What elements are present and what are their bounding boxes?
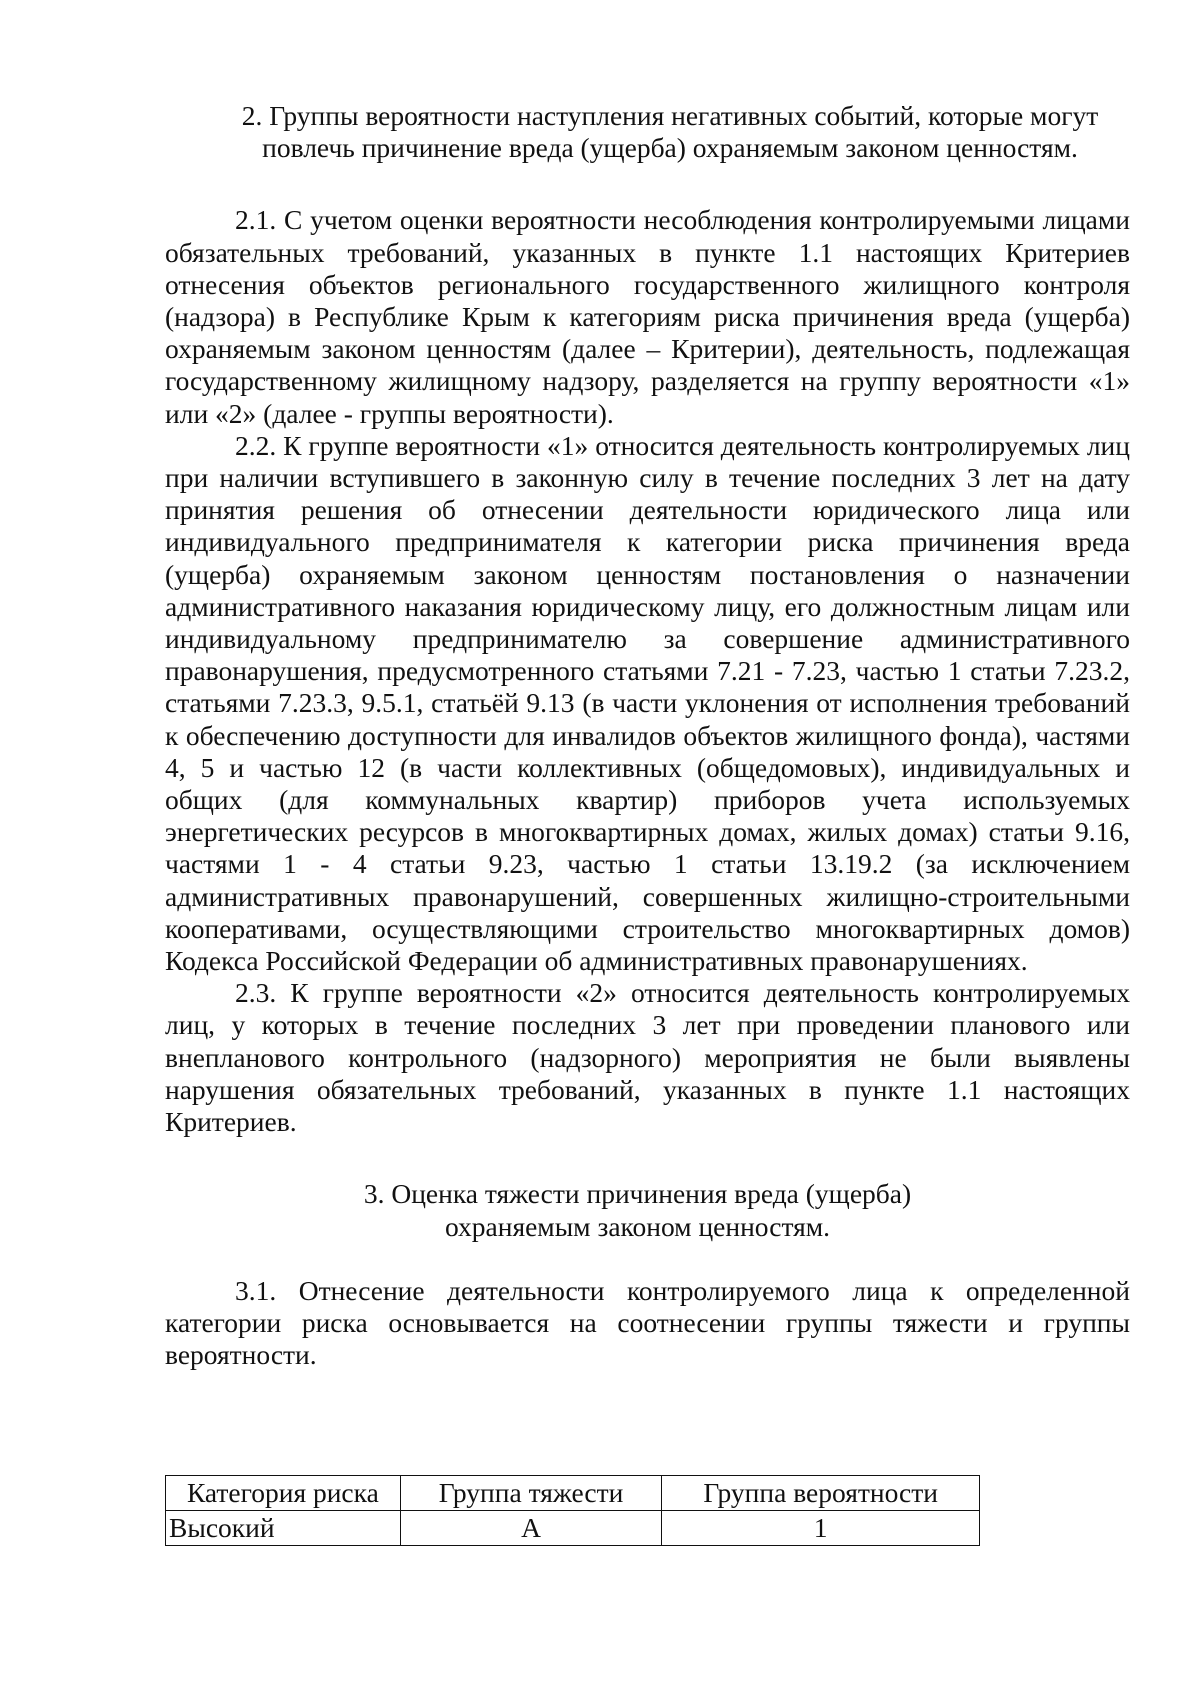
cell-risk-category: Высокий [166,1511,401,1546]
document-page [165,100,1130,1371]
paragraph-3-1: 3.1. Отнесение деятельности контролируемого лица к определенной категории риска основывается на соотнесении группы тяжести и группы вероятности. [165,1274,1130,1371]
paragraph-2-3: 2.3. К группе вероятности «2» относится деятельность контролируемых лиц, у которых в течение последних 3 лет при проведении планового или внепланового контрольного (надзорного) мероприятия не были выявлены нарушения обязательных требований, указанных в пункте 1.1 настоящих Критериев. [165,977,1130,1138]
risk-category-table [165,1475,980,1546]
header-risk-category: Категория риска [166,1476,401,1511]
table-header-row [166,1476,980,1511]
cell-probability-group: 1 [662,1511,980,1546]
cell-severity-group: А [400,1511,662,1546]
section-3-heading: 3. Оценка тяжести причинения вреда (ущерба) охраняемым законом ценностям. [363,1178,912,1242]
section-2-heading: 2. Группы вероятности наступления негативных событий, которые могут повлечь причинение вреда (ущерба) охраняемым законом ценностям. [241,100,1099,164]
header-severity-group: Группа тяжести [400,1476,662,1511]
paragraph-2-2: 2.2. К группе вероятности «1» относится деятельность контролируемых лиц при наличии вступившего в законную силу в течение последних 3 лет на дату принятия решения об отнесении деятельности юридического лица или индивидуального предпринимателя к категории риска причинения вреда (ущерба) охраняемым законом ценностям постановления о назначении административного наказания юридическому лицу, его должностным лицам или индивидуальному предпринимателю за совершение административного правонарушения, предусмотренного статьями 7.21 - 7.23, частью 1 статьи 7.23.2, статьями 7.23.3, 9.5.1, статьёй 9.13 (в части уклонения от исполнения требований к обеспечению доступности для инвалидов объектов жилищного фонда), частями 4, 5 и частью 12 (в части коллективных (общедомовых), индивидуальных и общих (для коммунальных квартир) приборов учета используемых энергетических ресурсов в многоквартирных домах, жилых домах) статьи 9.16, частями 1 - 4 статьи 9.23, частью 1 статьи 13.19.2 (за исключением административных правонарушений, совершенных жилищно-строительными кооперативами, осуществляющими строительство многоквартирных домов) Кодекса Российской Федерации об административных правонарушениях. [165,429,1130,977]
table-row [166,1511,980,1546]
header-probability-group: Группа вероятности [662,1476,980,1511]
paragraph-2-1: 2.1. С учетом оценки вероятности несоблюдения контролируемыми лицами обязательных требований, указанных в пункте 1.1 настоящих Критериев отнесения объектов регионального государственного жилищного контроля (надзора) в Республике Крым к категориям риска причинения вреда (ущерба) охраняемым законом ценностям (далее – Критерии), деятельность, подлежащая государственному жилищному надзору, разделяется на группу вероятности «1» или «2» (далее - группы вероятности). [165,204,1130,429]
